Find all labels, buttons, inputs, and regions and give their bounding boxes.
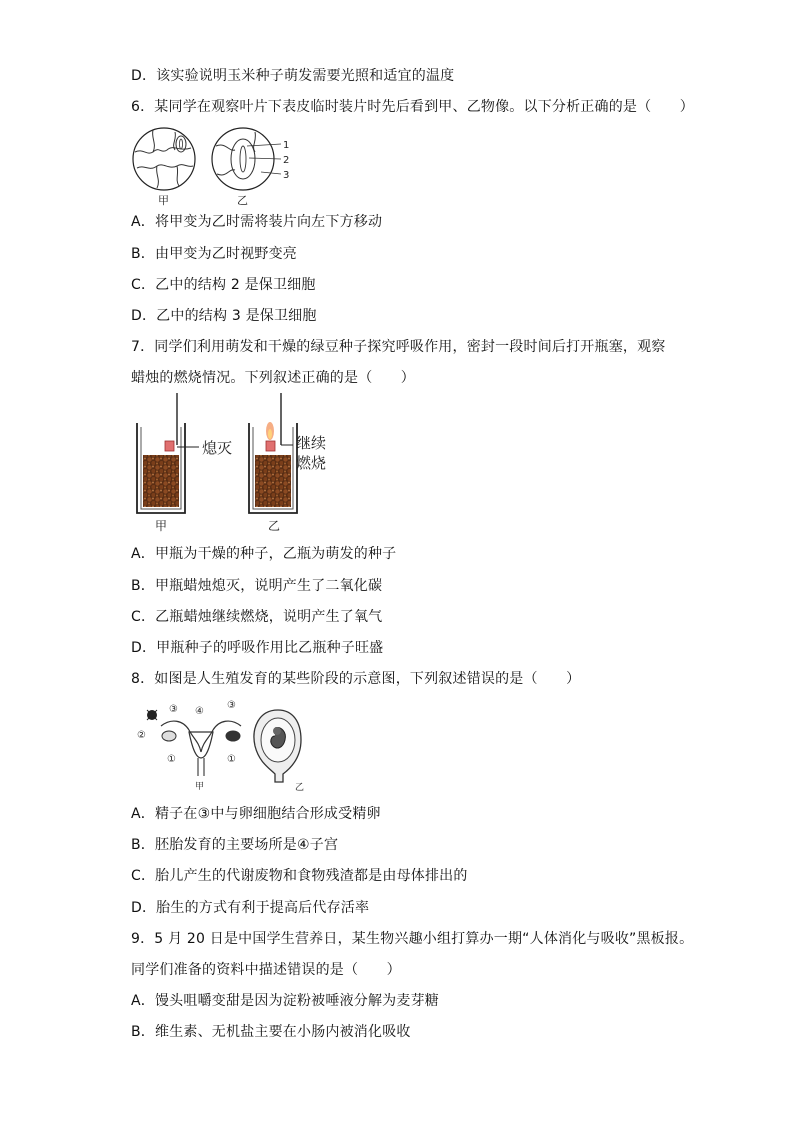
q8-option-b: B．胚胎发育的主要场所是④子宫: [131, 837, 339, 853]
q8-figure-yi: [254, 710, 304, 792]
q6-option-d: D．乙中的结构 3 是保卫细胞: [131, 308, 317, 324]
q7-option-b: B．甲瓶蜡烛熄灭，说明产生了二氧化碳: [131, 578, 383, 594]
q6-figure-num-2: 2: [283, 155, 290, 166]
q8-figure-jia: [137, 700, 241, 792]
q9-option-a: A．馒头咀嚼变甜是因为淀粉被唾液分解为麦芽糖: [131, 993, 439, 1009]
q7-figure: [131, 393, 361, 535]
q6-figure-yi: [212, 128, 289, 207]
q6-figure-jia: [133, 128, 195, 207]
q7-jar-yi: [249, 393, 326, 533]
q8-option-a: A．精子在③中与卵细胞结合形成受精卵: [131, 806, 381, 822]
q7-jar-jia: [137, 393, 232, 533]
q7-option-c: C．乙瓶蜡烛继续燃烧，说明产生了氧气: [131, 609, 383, 625]
q8-circle-3-left: ③: [169, 704, 178, 715]
q6-figure-num-1: 1: [283, 140, 290, 151]
q7-option-d: D．甲瓶种子的呼吸作用比乙瓶种子旺盛: [131, 640, 384, 656]
q9-option-b: B．维生素、无机盐主要在小肠内被消化吸收: [131, 1024, 411, 1040]
q8-circle-1-left: ①: [167, 754, 176, 765]
q7-label-continue-2: 燃烧: [296, 454, 327, 472]
q7-figure-label-jia: 甲: [155, 519, 168, 533]
q5-option-d: D．该实验说明玉米种子萌发需要光照和适宜的温度: [131, 68, 455, 84]
q6-option-b: B．由甲变为乙时视野变亮: [131, 246, 298, 262]
q7-option-a: A．甲瓶为干燥的种子，乙瓶为萌发的种子: [131, 546, 397, 562]
q8-option-c: C．胎儿产生的代谢废物和食物残渣都是由母体排出的: [131, 868, 468, 884]
q8-circle-3-right: ③: [227, 700, 236, 711]
q8-figure: [131, 696, 311, 792]
q6-figure: [131, 122, 301, 212]
q7-label-extinguish: 熄灭: [202, 439, 233, 457]
q8-circle-2: ②: [137, 730, 146, 741]
q7-label-continue-1: 继续: [296, 434, 327, 452]
q8-circle-4: ④: [195, 706, 204, 717]
q8-figure-label-yi: 乙: [295, 783, 305, 792]
q8-figure-label-jia: 甲: [195, 782, 205, 792]
q7-figure-label-yi: 乙: [268, 519, 281, 533]
q8-option-d: D．胎生的方式有利于提高后代存活率: [131, 900, 370, 916]
q6-figure-num-3: 3: [283, 170, 290, 181]
q9-stem-line1: 9．5 月 20 日是中国学生营养日，某生物兴趣小组打算办一期“人体消化与吸收”黑板报。: [131, 931, 694, 947]
q8-circle-1-right: ①: [227, 754, 236, 765]
q6-figure-label-yi: 乙: [237, 194, 248, 207]
q8-stem: 8．如图是人生殖发育的某些阶段的示意图，下列叙述错误的是（ ）: [131, 671, 581, 687]
q6-option-a: A．将甲变为乙时需将装片向左下方移动: [131, 214, 383, 230]
q6-stem: 6．某同学在观察叶片下表皮临时装片时先后看到甲、乙物像。以下分析正确的是（ ）: [131, 99, 694, 115]
q6-figure-label-jia: 甲: [158, 194, 169, 207]
q9-stem-line2: 同学们准备的资料中描述错误的是（ ）: [131, 962, 401, 978]
q6-option-c: C．乙中的结构 2 是保卫细胞: [131, 277, 316, 293]
q7-stem-line1: 7．同学们利用萌发和干燥的绿豆种子探究呼吸作用，密封一段时间后打开瓶塞，观察: [131, 339, 666, 355]
q7-stem-line2: 蜡烛的燃烧情况。下列叙述正确的是（ ）: [131, 370, 415, 386]
